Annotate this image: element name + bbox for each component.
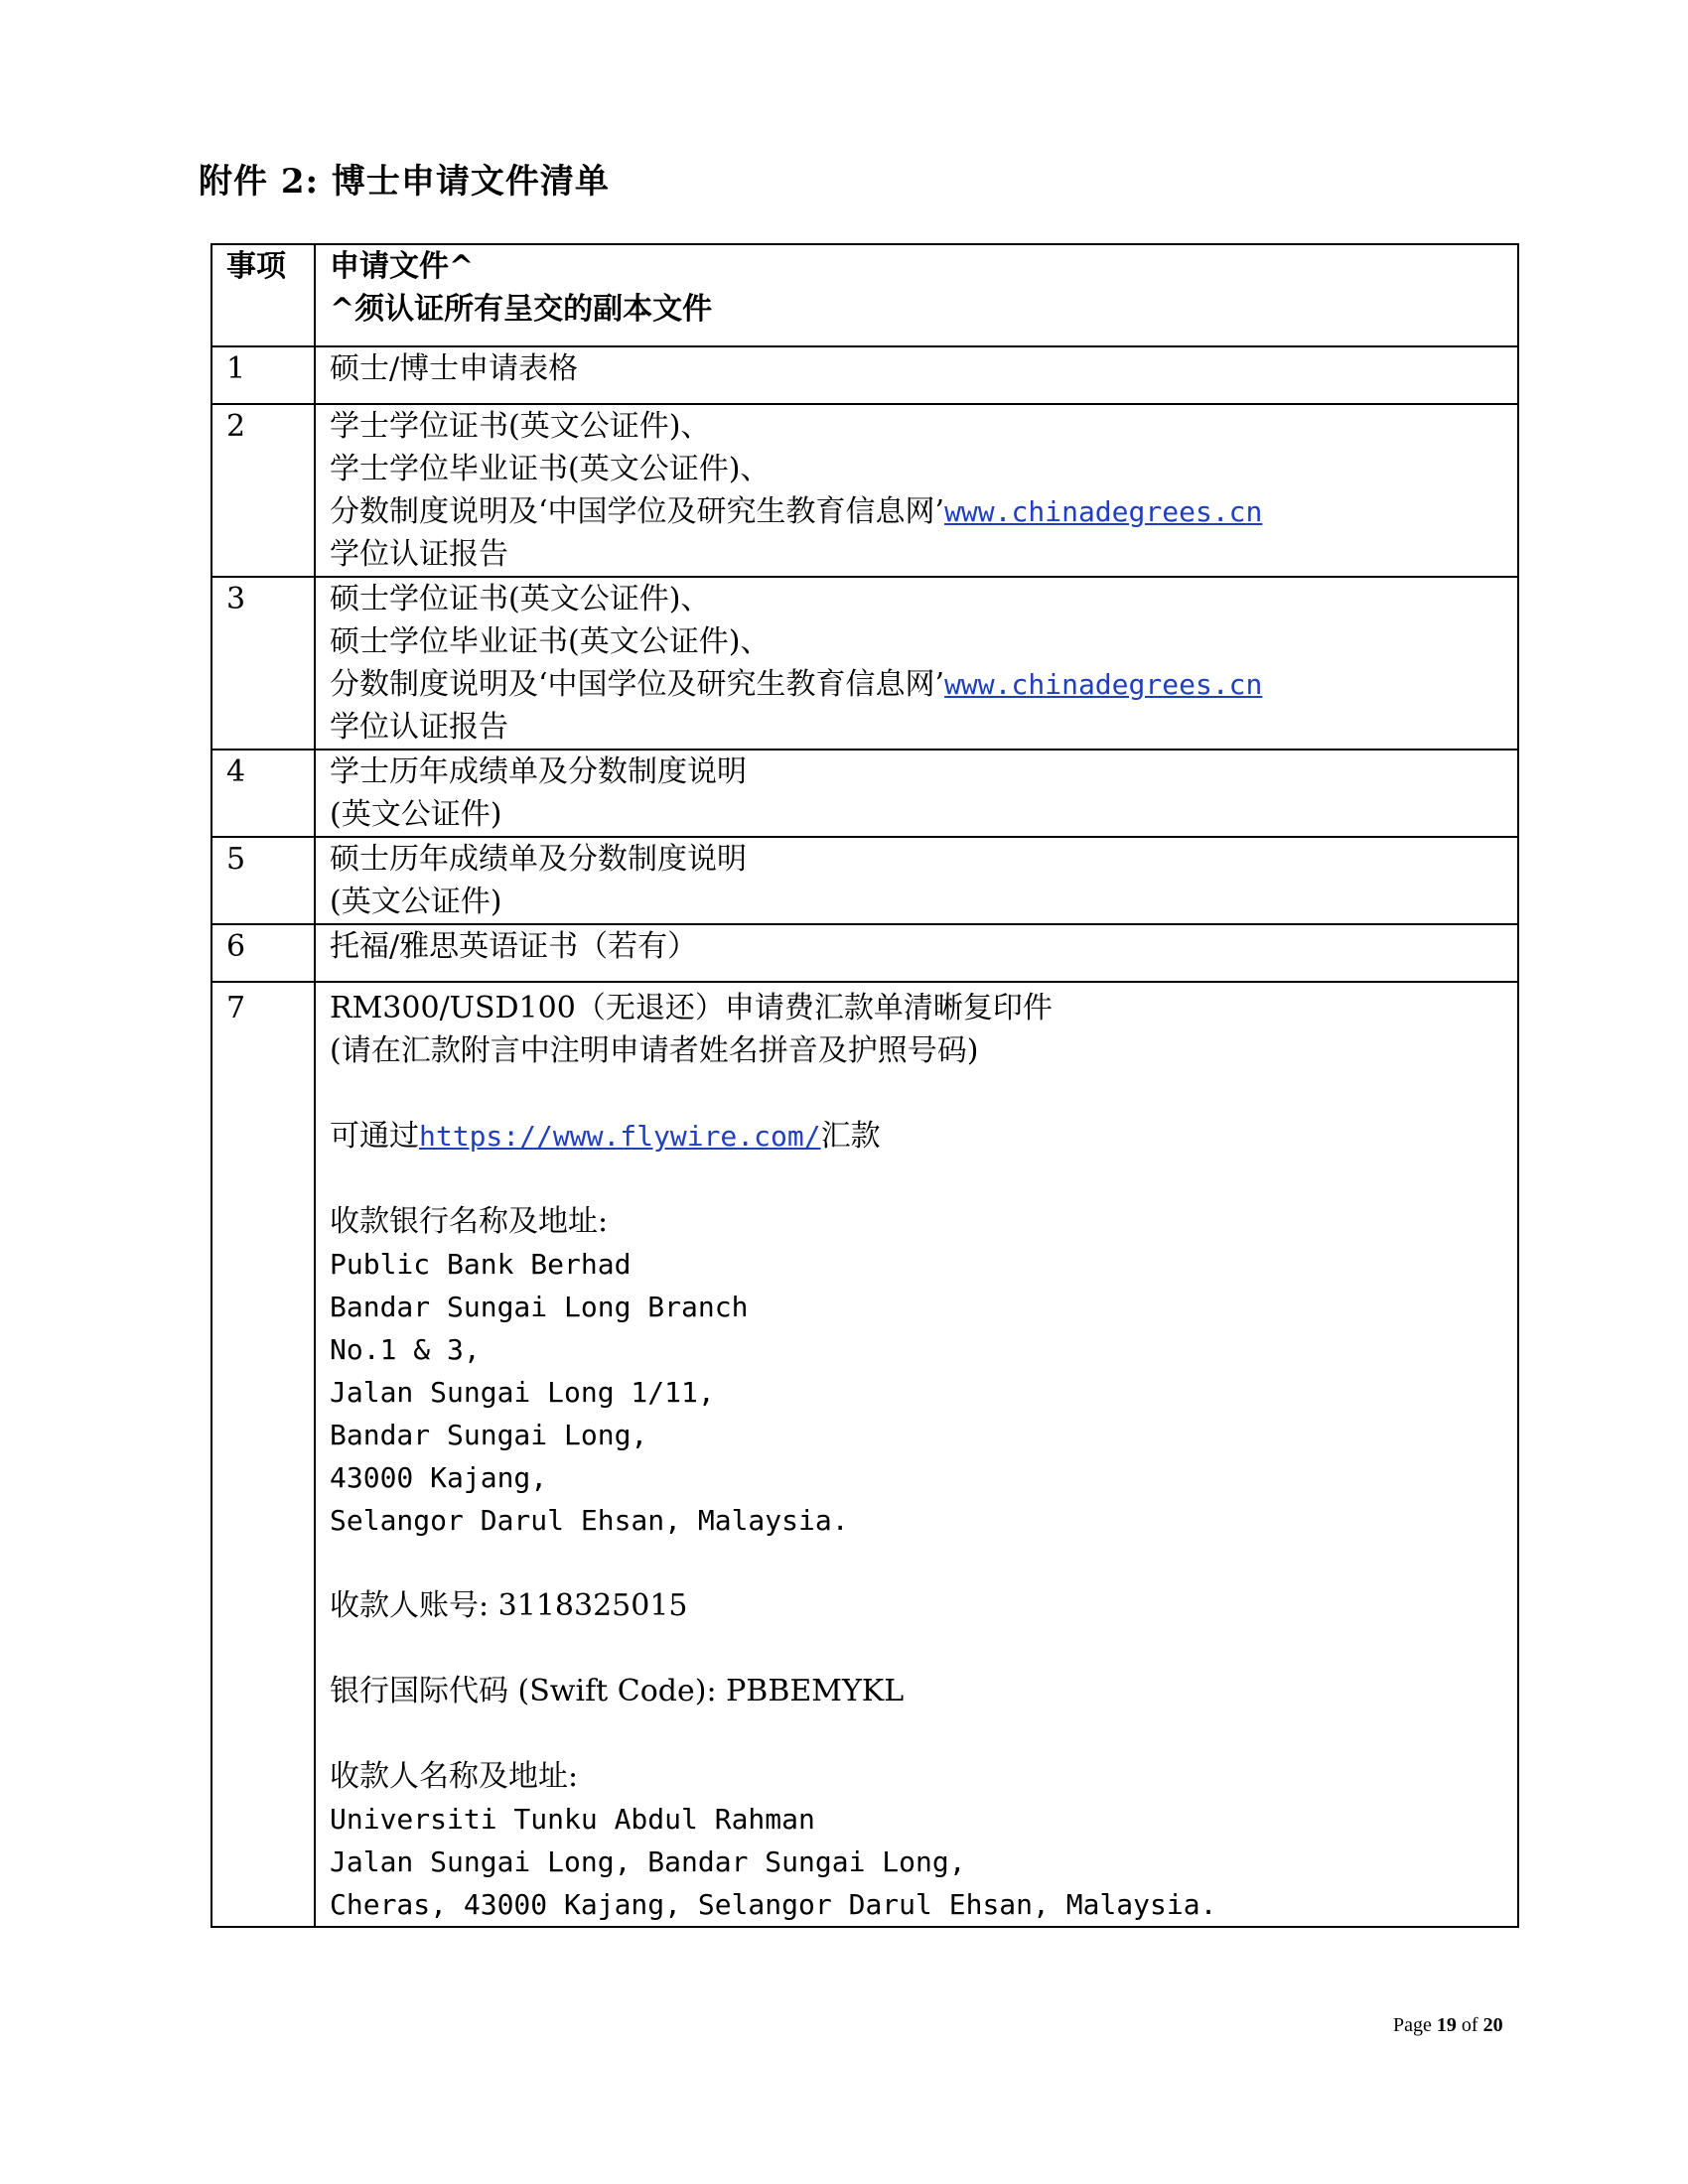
payment-via-line [330, 1115, 1503, 1158]
row-number: 5 [211, 837, 315, 924]
bank-address-line: Selangor Darul Ehsan, Malaysia. [330, 1504, 849, 1537]
payment-via-suffix: 汇款 [820, 1119, 881, 1154]
row-content [315, 924, 1518, 982]
row-line: 托福/雅思英语证书（若有） [330, 929, 698, 964]
row-number: 3 [211, 577, 315, 750]
table-row [211, 346, 1518, 404]
row-line: 学位认证报告 [330, 710, 508, 745]
chinadegrees-link[interactable]: www.chinadegrees.cn [944, 668, 1263, 701]
row-line: 学位认证报告 [330, 537, 508, 572]
row-line: 学士历年成绩单及分数制度说明 [330, 754, 747, 789]
row-line: (英文公证件) [330, 885, 502, 919]
row-content [315, 577, 1518, 750]
row-number: 6 [211, 924, 315, 982]
page-title: 附件 2: 博士申请文件清单 [199, 162, 610, 202]
row-line: 硕士学位毕业证书(英文公证件)、 [330, 624, 771, 659]
payment-via-prefix: 可通过 [330, 1119, 419, 1154]
header-documents-title: 申请文件^ [330, 249, 475, 284]
row-content [315, 750, 1518, 837]
row-content [315, 346, 1518, 404]
footer-current-page: 19 [1436, 2014, 1457, 2036]
footer-total-pages: 20 [1482, 2014, 1503, 2036]
row-line: 硕士/博士申请表格 [330, 351, 579, 386]
header-documents [315, 244, 1518, 346]
footer-page-label: Page [1393, 2014, 1432, 2036]
row-line: 学士学位毕业证书(英文公证件)、 [330, 452, 771, 486]
header-documents-note: ^须认证所有呈交的副本文件 [330, 292, 713, 327]
bank-address-line: Public Bank Berhad [330, 1248, 632, 1281]
payee-label: 收款人名称及地址: [330, 1759, 579, 1794]
table-row [211, 577, 1518, 750]
page-footer [1393, 2014, 1503, 2037]
bank-address-line: No.1 & 3, [330, 1333, 481, 1366]
table-row [211, 404, 1518, 577]
table-row [211, 924, 1518, 982]
fee-line: RM300/USD100（无退还）申请费汇款单清晰复印件 [330, 991, 1053, 1025]
header-item: 事项 [211, 244, 315, 346]
row-line: 硕士学位证书(英文公证件)、 [330, 582, 711, 616]
footer-of-label: of [1461, 2014, 1478, 2036]
row-line: (英文公证件) [330, 797, 502, 832]
chinadegrees-link[interactable]: www.chinadegrees.cn [944, 495, 1263, 528]
table-row [211, 750, 1518, 837]
row-number: 2 [211, 404, 315, 577]
document-checklist-table [211, 243, 1519, 1928]
swift-code: 银行国际代码 (Swift Code): PBBEMYKL [330, 1674, 905, 1708]
table-row [211, 837, 1518, 924]
row-number: 7 [211, 982, 315, 1927]
payee-address-line: Jalan Sungai Long, Bandar Sungai Long, [330, 1845, 966, 1878]
row-line: 硕士历年成绩单及分数制度说明 [330, 842, 747, 877]
row-line [330, 663, 1503, 706]
payee-address-line: Universiti Tunku Abdul Rahman [330, 1803, 815, 1836]
row-number: 4 [211, 750, 315, 837]
bank-label: 收款银行名称及地址: [330, 1204, 609, 1239]
bank-address-line: 43000 Kajang, [330, 1461, 548, 1494]
flywire-link[interactable]: https://www.flywire.com/ [419, 1120, 821, 1153]
row-content [315, 982, 1518, 1927]
row-line-text: 分数制度说明及‘中国学位及研究生教育信息网’ [330, 494, 945, 529]
table-row [211, 982, 1518, 1927]
row-content [315, 837, 1518, 924]
account-number: 收款人账号: 3118325015 [330, 1588, 688, 1623]
table-header-row [211, 244, 1518, 346]
row-line: 学士学位证书(英文公证件)、 [330, 409, 711, 444]
row-line [330, 490, 1503, 533]
fee-note: (请在汇款附言中注明申请者姓名拼音及护照号码) [330, 1033, 979, 1068]
payee-address-line: Cheras, 43000 Kajang, Selangor Darul Ehsan, Malaysia. [330, 1888, 1217, 1921]
bank-address-line: Bandar Sungai Long Branch [330, 1291, 749, 1323]
bank-address-line: Jalan Sungai Long 1/11, [330, 1376, 715, 1409]
bank-address-line: Bandar Sungai Long, [330, 1419, 648, 1451]
row-number: 1 [211, 346, 315, 404]
row-line-text: 分数制度说明及‘中国学位及研究生教育信息网’ [330, 667, 945, 702]
row-content [315, 404, 1518, 577]
